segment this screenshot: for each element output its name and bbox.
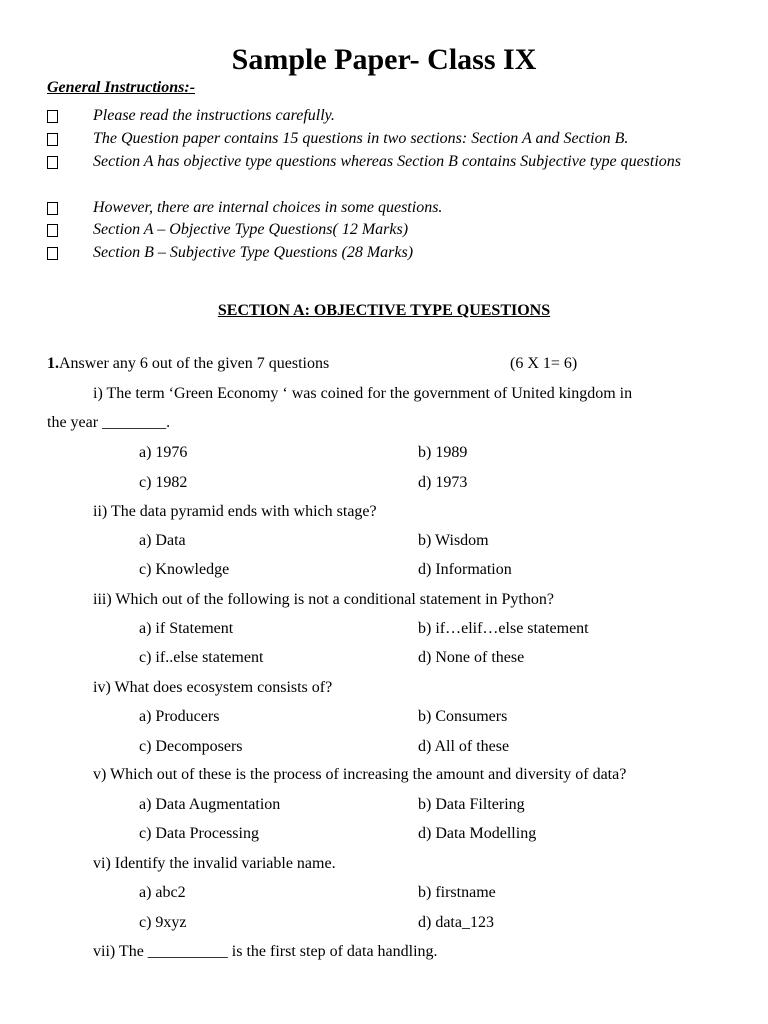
bullet-icon — [47, 202, 58, 215]
option: c) Decomposers — [139, 738, 243, 755]
subquestion-text: iv) What does ecosystem consists of? — [93, 679, 333, 696]
instruction-item: Section A has objective type questions whereas Section B contains Subjective type questions — [93, 153, 682, 170]
option: d) 1973 — [418, 474, 468, 491]
option: c) 1982 — [139, 474, 188, 491]
subquestion-text: i) The term ‘Green Economy ‘ was coined for the government of United kingdom in — [93, 385, 633, 402]
instruction-item: Section B – Subjective Type Questions (28 Marks) — [93, 244, 414, 261]
subquestion-text-continued: the year ________. — [47, 414, 171, 431]
question-number: 1. — [47, 355, 59, 372]
question-1 — [47, 354, 329, 374]
option: a) Producers — [139, 708, 220, 725]
option: c) if..else statement — [139, 649, 264, 666]
instruction-item: The Question paper contains 15 questions in two sections: Section A and Section B. — [93, 130, 629, 147]
section-a-heading: SECTION A: OBJECTIVE TYPE QUESTIONS — [217, 302, 551, 319]
option: d) All of these — [418, 738, 510, 755]
option: a) Data — [139, 532, 186, 549]
option: c) Data Processing — [139, 825, 259, 842]
option: a) Data Augmentation — [139, 796, 281, 813]
option: d) None of these — [418, 649, 525, 666]
option: b) 1989 — [418, 444, 468, 461]
option: c) 9xyz — [139, 914, 187, 931]
option: d) Data Modelling — [418, 825, 537, 842]
option: b) firstname — [418, 884, 496, 901]
instruction-item: Section A – Objective Type Questions( 12 Marks) — [93, 221, 409, 238]
option: a) if Statement — [139, 620, 234, 637]
general-instructions-heading: General Instructions:- — [47, 79, 196, 96]
subquestion-text: iii) Which out of the following is not a conditional statement in Python? — [93, 591, 554, 608]
option: b) Data Filtering — [418, 796, 525, 813]
option: b) if…elif…else statement — [418, 620, 589, 637]
option: d) data_123 — [418, 914, 494, 931]
question-marks: (6 X 1= 6) — [510, 355, 578, 372]
option: b) Wisdom — [418, 532, 489, 549]
page-title: Sample Paper- Class IX — [231, 43, 537, 76]
bullet-icon — [47, 247, 58, 260]
subquestion-text: vii) The __________ is the first step of data handling. — [93, 943, 438, 960]
bullet-icon — [47, 224, 58, 237]
bullet-icon — [47, 156, 58, 169]
option: a) abc2 — [139, 884, 186, 901]
option: c) Knowledge — [139, 561, 230, 578]
instruction-item: Please read the instructions carefully. — [93, 107, 335, 124]
question-text: Answer any 6 out of the given 7 questions — [59, 355, 330, 372]
option: a) 1976 — [139, 444, 188, 461]
instruction-item: However, there are internal choices in some questions. — [93, 199, 443, 216]
bullet-icon — [47, 110, 58, 123]
subquestion-text: v) Which out of these is the process of increasing the amount and diversity of data? — [93, 766, 627, 783]
bullet-icon — [47, 133, 58, 146]
subquestion-text: vi) Identify the invalid variable name. — [93, 855, 336, 872]
option: b) Consumers — [418, 708, 508, 725]
subquestion-text: ii) The data pyramid ends with which stage? — [93, 503, 377, 520]
option: d) Information — [418, 561, 512, 578]
